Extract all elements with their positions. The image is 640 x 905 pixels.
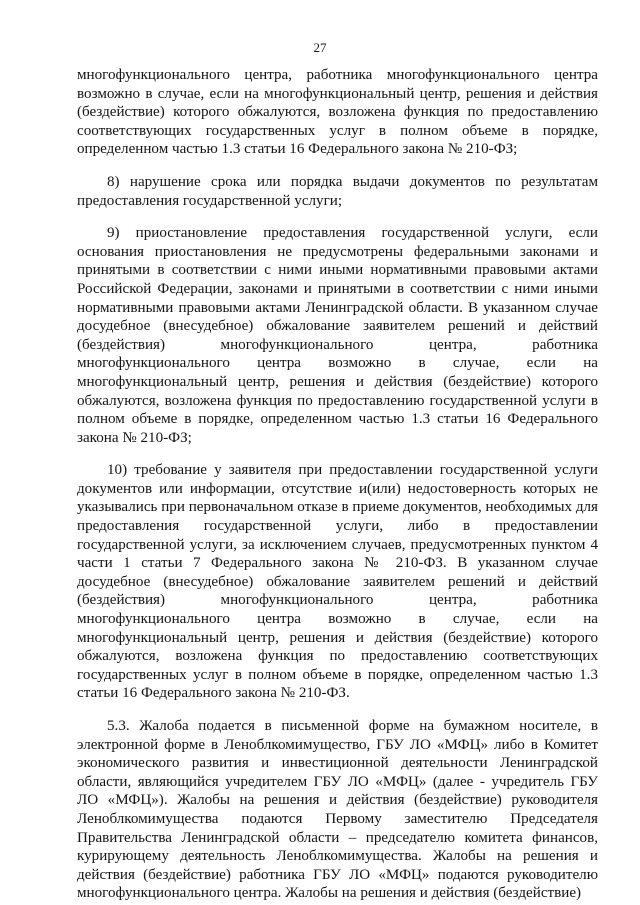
paragraph-continuation: многофункционального центра, работника многофункционального центра возможно в случае, если на многофункциональный центр, решения и действия (бездействие) которого обжалуются, возложена функция по предоставлению соответствующих государственных услуг в полном объеме в порядке, определенном частью 1.3 статьи 16 Федерального закона № 210-ФЗ; — [77, 67, 598, 158]
paragraph-section-5-3: 5.3. Жалоба подается в письменной форме на бумажном носителе, в электронной форме в Леноблкомимущество, ГБУ ЛО «МФЦ» либо в Комитет экономического развития и инвестиционной деятельности Ленинградской области, являющийся учредителем ГБУ ЛО «МФЦ» (далее - учредитель ГБУ ЛО «МФЦ»). Жалобы на решения и действия (бездействие) руководителя Леноблкомимущества подаются Первому заместителю Председателя Правительства Ленинградской области – председателю комитета финансов, курирующему деятельность Леноблкомимущества. Жалобы на решения и действия (бездействие) работника ГБУ ЛО «МФЦ» подаются руководителю многофункционального центра. Жалобы на решения и действия (бездействие) — [77, 718, 598, 902]
document-body — [77, 66, 598, 903]
page-number: 27 — [313, 40, 327, 55]
paragraph-item-8: 8) нарушение срока или порядка выдачи документов по результатам предоставления государственной услуги; — [77, 173, 598, 209]
paragraph-item-10: 10) требование у заявителя при предоставлении государственной услуги документов или информации, отсутствие и(или) недостоверность которых не указывались при первоначальном отказе в приеме документов, необходимых для предоставления государственной услуги, либо в предоставлении государственной услуги, за исключением случаев, предусмотренных пунктом 4 части 1 статьи 7 Федерального закона № 210-ФЗ. В указанном случае досудебное (внесудебное) обжалование заявителем решений и действий (бездействия) многофункционального центра, работника многофункционального центра возможно в случае, если на многофункциональный центр, решения и действия (бездействие) которого обжалуются, возложена функция по предоставлению соответствующих государственных услуг в полном объеме в порядке, определенном частью 1.3 статьи 16 Федерального закона № 210-ФЗ. — [77, 462, 598, 702]
paragraph-item-9: 9) приостановление предоставления государственной услуги, если основания приостановления не предусмотрены федеральными законами и принятыми в соответствии с ними иными нормативными правовыми актами Российской Федерации, законами и принятыми в соответствии с ними иными нормативными правовыми актами Ленинградской области. В указанном случае досудебное (внесудебное) обжалование заявителем решений и действий (бездействия) многофункционального центра, работника многофункционального центра возможно в случае, если на многофункциональный центр, решения и действия (бездействие) которого обжалуются, возложена функция по предоставлению государственной услуги в полном объеме в порядке, определенном частью 1.3 статьи 16 Федерального закона № 210-ФЗ; — [77, 225, 598, 446]
